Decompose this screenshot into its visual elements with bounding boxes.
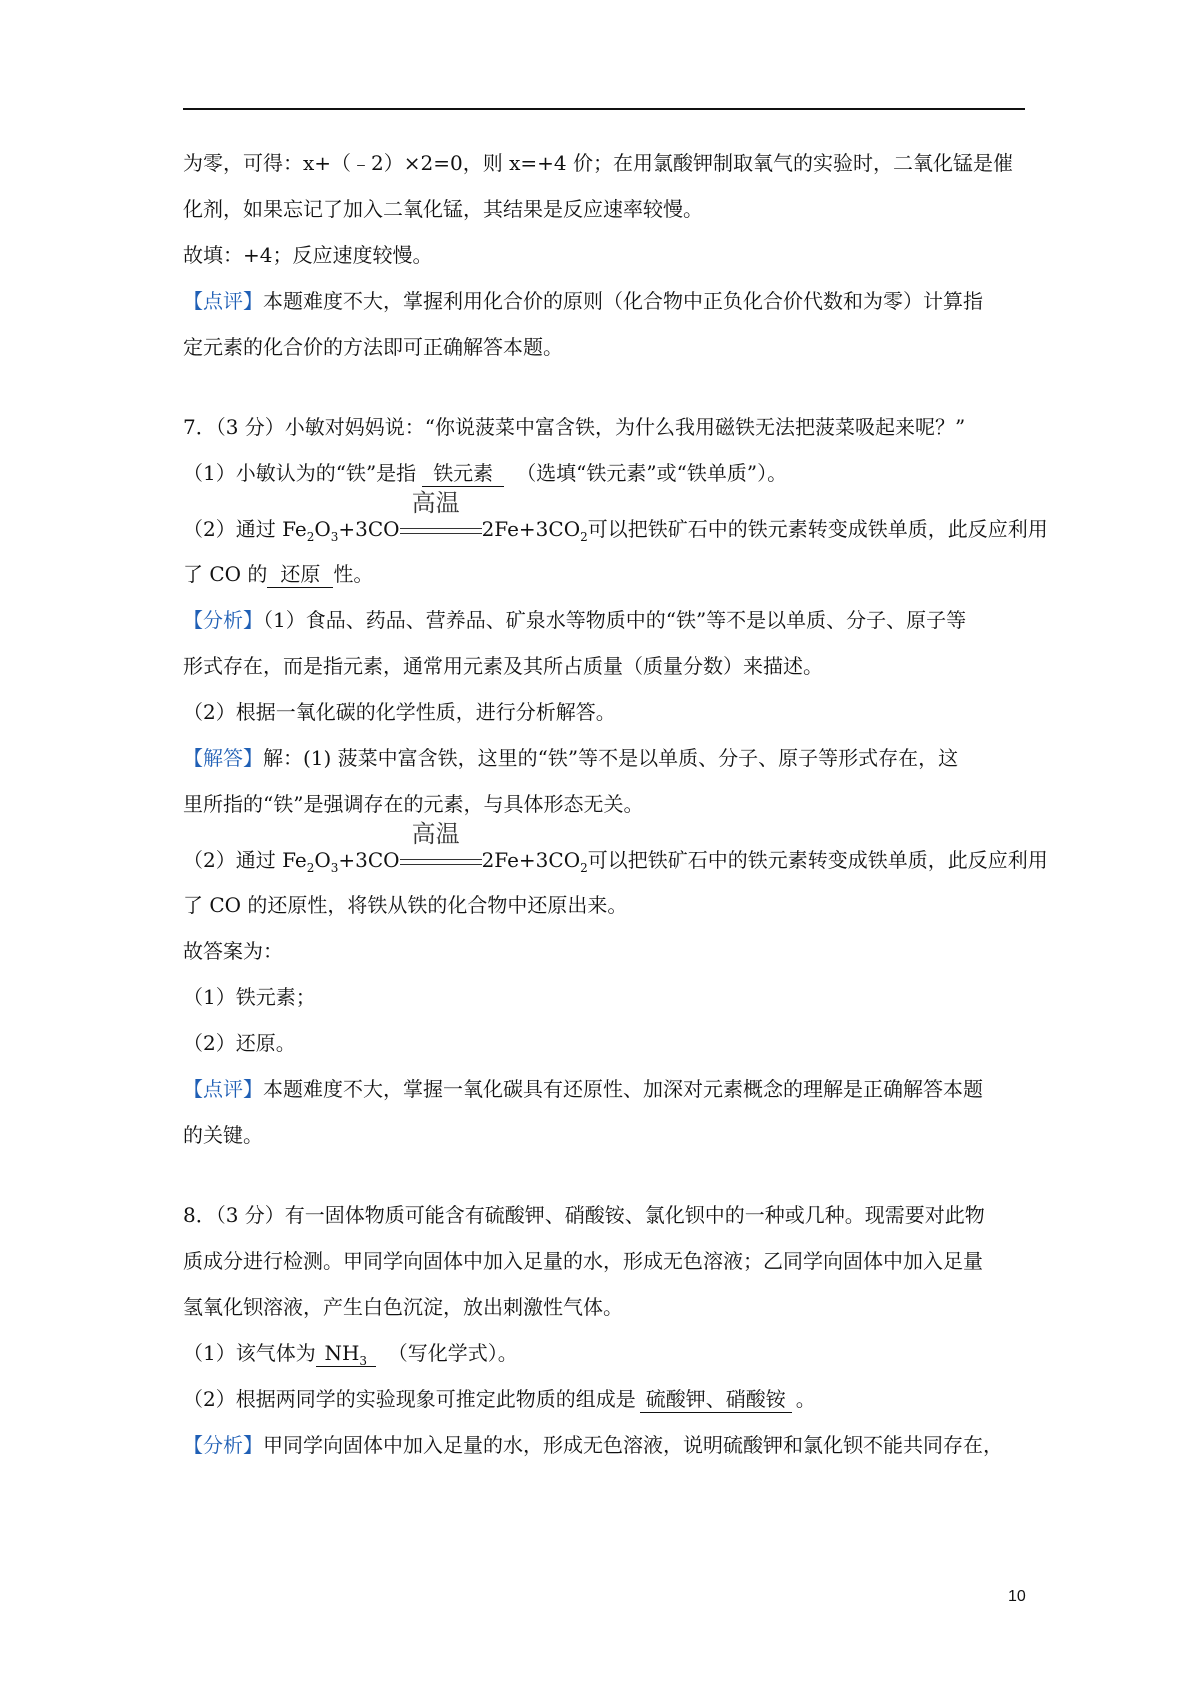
page-number: 10 bbox=[1008, 1588, 1026, 1605]
text-line: 质成分进行检测。甲同学向固体中加入足量的水，形成无色溶液；乙同学向固体中加入足量 bbox=[183, 1249, 983, 1273]
question-8-sub2: （2）根据两同学的实验现象可推定此物质的组成是 硫酸钾、硝酸铵 。 bbox=[183, 1387, 816, 1411]
text-line: 里所指的“铁”是强调存在的元素，与具体形态无关。 bbox=[183, 792, 644, 816]
question-7-sub2: 了 CO 的 还原 性。 bbox=[183, 562, 374, 586]
equals-sign bbox=[400, 859, 482, 865]
analysis-line: 【分析】甲同学向固体中加入足量的水，形成无色溶液，说明硫酸钾和氯化钡不能共同存在， bbox=[183, 1433, 1003, 1457]
condition-label: 高温 bbox=[411, 489, 460, 517]
text-line: 为零，可得：x+（﹣2）×2=0，则 x=+4 价；在用氯酸钾制取氧气的实验时，二氧化锰是催 bbox=[183, 151, 1013, 175]
text-line: 形式存在，而是指元素，通常用元素及其所占质量（质量分数）来描述。 bbox=[183, 654, 823, 678]
text-line: 化剂，如果忘记了加入二氧化锰，其结果是反应速率较慢。 bbox=[183, 197, 703, 221]
reaction-condition bbox=[400, 820, 482, 875]
answer-blank: 铁元素 bbox=[422, 460, 504, 487]
answer-blank: 硫酸钾、硝酸铵 bbox=[640, 1386, 792, 1413]
equals-sign bbox=[400, 528, 482, 534]
text-line: （2）根据一氧化碳的化学性质，进行分析解答。 bbox=[183, 700, 616, 724]
condition-label: 高温 bbox=[411, 820, 460, 848]
analysis-tag: 【分析】 bbox=[183, 1433, 263, 1457]
question-7-stem: 7．（3 分）小敏对妈妈说：“你说菠菜中富含铁，为什么我用磁铁无法把菠菜吸起来呢？” bbox=[183, 415, 966, 439]
text-line: 故填：+4；反应速度较慢。 bbox=[183, 243, 433, 267]
equation-line: （2）通过 $Fe_2O_3+3CO$ 高温 $2Fe+3CO_2$可以把铁矿石中的铁元素转变成铁单质，此反应利用 bbox=[183, 489, 1048, 544]
review-line: 定元素的化合价的方法即可正确解答本题。 bbox=[183, 335, 563, 359]
question-8-sub1: （1）该气体为 $NH_3$ （写化学式）。 bbox=[183, 1341, 518, 1368]
text-line: 了 CO 的还原性，将铁从铁的化合物中还原出来。 bbox=[183, 893, 628, 917]
text-line: 故答案为： bbox=[183, 939, 283, 963]
answer-blank: 还原 bbox=[267, 561, 333, 588]
solution-line: 【解答】解：(1) 菠菜中富含铁，这里的“铁”等不是以单质、分子、原子等形式存在，这 bbox=[183, 746, 959, 770]
text-line: 的关键。 bbox=[183, 1123, 263, 1147]
question-8-stem: 8．（3 分）有一固体物质可能含有硫酸钾、硝酸铵、氯化钡中的一种或几种。现需要对此物 bbox=[183, 1203, 985, 1227]
review-line: 【点评】本题难度不大，掌握利用化合价的原则（化合物中正负化合价代数和为零）计算指 bbox=[183, 289, 983, 313]
review-tag: 【点评】 bbox=[183, 1077, 263, 1101]
answer-blank: $NH_3$ bbox=[316, 1340, 376, 1367]
header-rule bbox=[183, 108, 1025, 110]
question-7-sub1: （1）小敏认为的“铁”是指 铁元素 （选填“铁元素”或“铁单质”）。 bbox=[183, 461, 788, 485]
review-line: 【点评】本题难度不大，掌握一氧化碳具有还原性、加深对元素概念的理解是正确解答本题 bbox=[183, 1077, 983, 1101]
analysis-tag: 【分析】 bbox=[183, 608, 263, 632]
solution-tag: 【解答】 bbox=[183, 746, 263, 770]
page-content bbox=[183, 148, 1048, 1476]
review-tag: 【点评】 bbox=[183, 289, 263, 313]
analysis-line: 【分析】（1）食品、药品、营养品、矿泉水等物质中的“铁”等不是以单质、分子、原子等 bbox=[183, 608, 967, 632]
text-line: （2）还原。 bbox=[183, 1031, 296, 1055]
text-line: 氢氧化钡溶液，产生白色沉淀，放出刺激性气体。 bbox=[183, 1295, 623, 1319]
equation-line: （2）通过 $Fe_2O_3+3CO$ 高温 $2Fe+3CO_2$可以把铁矿石中的铁元素转变成铁单质，此反应利用 bbox=[183, 820, 1048, 875]
reaction-condition bbox=[400, 489, 482, 544]
text-line: （1）铁元素； bbox=[183, 985, 316, 1009]
